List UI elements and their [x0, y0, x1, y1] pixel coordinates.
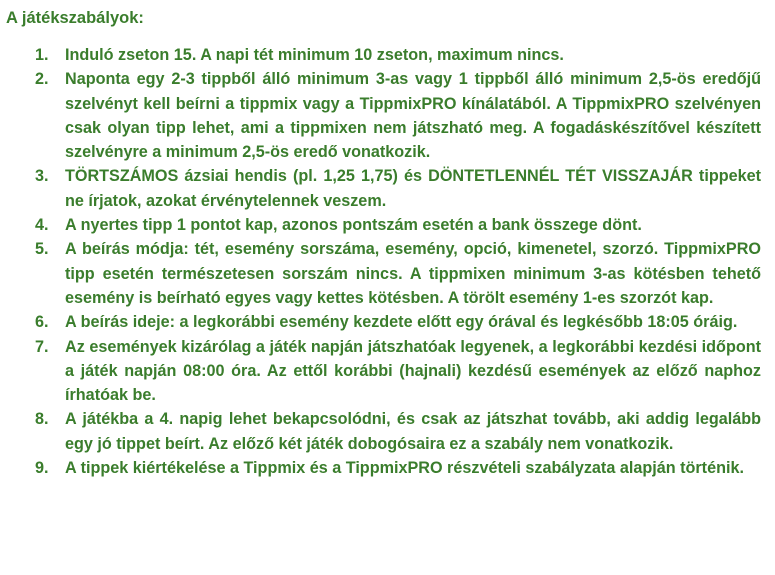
- rule-number: 6.: [35, 313, 49, 332]
- rule-number: 9.: [35, 459, 49, 478]
- rule-text: A játékba a 4. napig lehet bekapcsolódni, és csak az játszhat tovább, aki addig legalább egy jó tippet beírt. Az előző két játék dobogósaira ez a szabály nem vonatkozik.: [65, 410, 761, 453]
- rule-number: 1.: [35, 46, 49, 64]
- rule-item-6: [0, 310, 775, 334]
- rule-item-9: [0, 456, 775, 480]
- rule-text: Naponta egy 2-3 tippből álló minimum 3-as vagy 1 tippből álló minimum 2,5-ös eredőjű szelvényt kell beírni a tippmix vagy a TippmixPRO kínálatából. A TippmixPRO szelvényen csak olyan tipp lehet, ami a tippmixen nem játszható meg. A fogadáskészítővel készített szelvényre a minimum 2,5-ös eredő vonatkozik.: [65, 70, 761, 162]
- rules-list: [0, 43, 775, 480]
- rule-text: A beírás módja: tét, esemény sorszáma, esemény, opció, kimenetel, szorzó. TippmixPRO tipp esetén természetesen sorszám nincs. A tippmixen minimum 3-as kötésben tehető esemény is beírható egyes vagy kettes kötésben. A törölt esemény 1-es szorzót kap.: [65, 240, 761, 307]
- rule-text: A nyertes tipp 1 pontot kap, azonos pontszám esetén a bank összege dönt.: [65, 216, 642, 235]
- page-title: A játékszabályok:: [6, 9, 144, 27]
- rule-text: A tippek kiértékelése a Tippmix és a TippmixPRO részvételi szabályzata alapján történik.: [65, 459, 744, 478]
- rule-number: 4.: [35, 216, 49, 235]
- rule-item-3: [0, 164, 775, 213]
- rule-item-4: [0, 213, 775, 237]
- rule-text: Induló zseton 15. A napi tét minimum 10 zseton, maximum nincs.: [65, 46, 564, 64]
- rule-item-5: [0, 237, 775, 310]
- rule-number: 3.: [35, 167, 49, 186]
- rule-number: 8.: [35, 410, 49, 429]
- rule-number: 7.: [35, 337, 49, 356]
- rule-item-2: [0, 67, 775, 164]
- rule-text: Az események kizárólag a játék napján játszhatóak legyenek, a legkorábbi kezdési időpont a játék napján 08:00 óra. Az ettől korábbi (hajnali) kezdésű események az előző naphoz írhatóak be.: [65, 337, 761, 405]
- rule-text: TÖRTSZÁMOS ázsiai hendis (pl. 1,25 1,75) és DÖNTETLENNÉL TÉT VISSZAJÁR tippeket ne írjatok, azokat érvénytelennek veszem.: [65, 167, 761, 210]
- rule-item-7: [0, 335, 775, 408]
- rule-item-1: [0, 43, 775, 67]
- rule-number: 5.: [35, 240, 49, 259]
- rule-text: A beírás ideje: a legkorábbi esemény kezdete előtt egy órával és legkésőbb 18:05 óráig.: [65, 313, 738, 332]
- rule-number: 2.: [35, 70, 49, 89]
- rule-item-8: [0, 407, 775, 456]
